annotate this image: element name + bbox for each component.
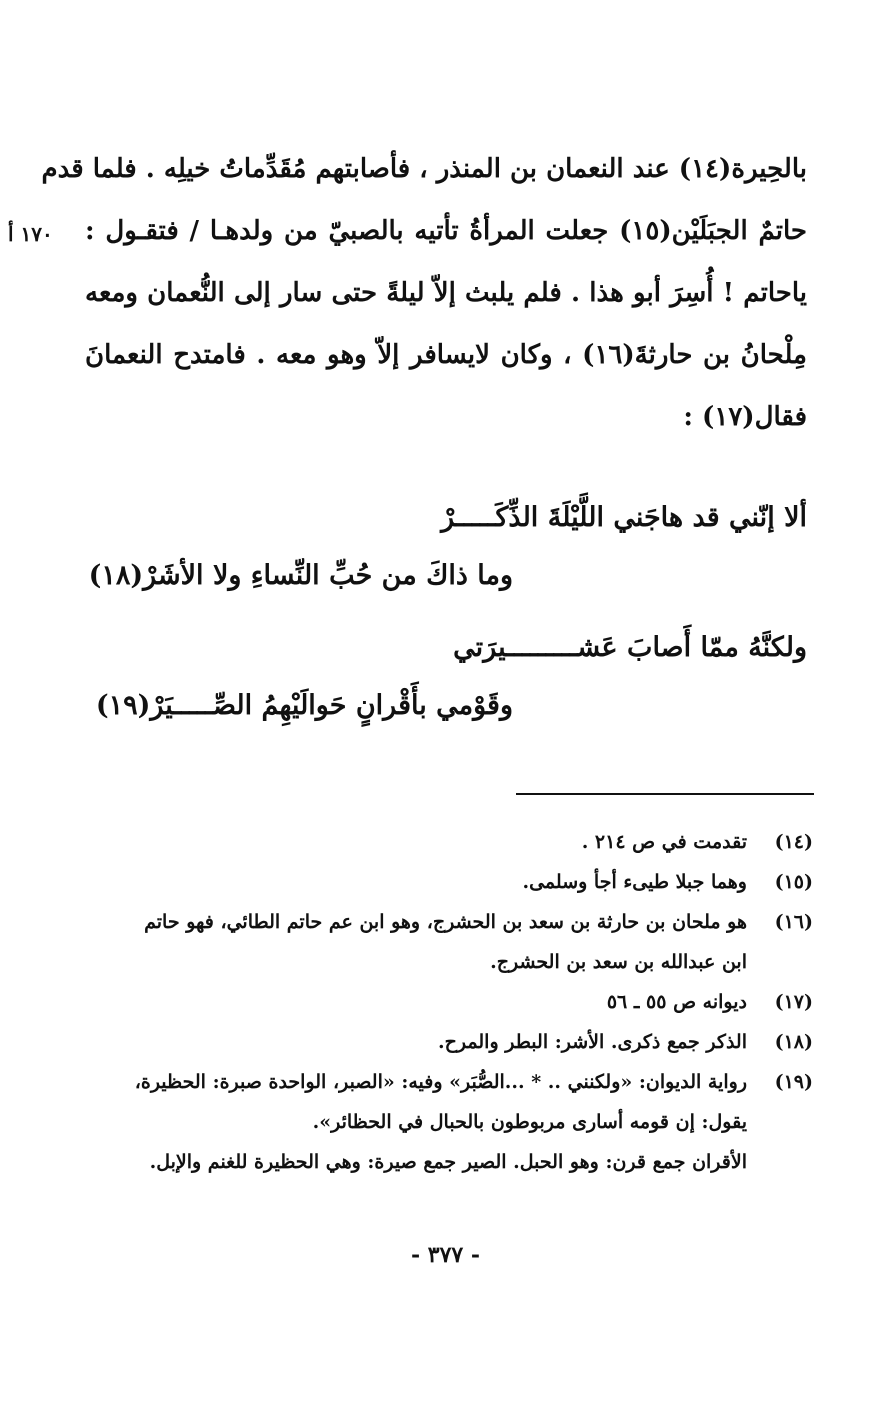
footnote	[113, 1022, 813, 1062]
verse-line-3: ولكنَّهُ ممّا أَصابَ عَشـــــــــيرَتي	[453, 632, 807, 663]
manuscript-folio-marker: ١٧٠ أ	[8, 222, 53, 246]
prose-line: مِلْحانُ بن حارثةَ(١٦) ، وكان لايسافر إلاّ وهو معه . فامتدح النعمانَ	[85, 340, 807, 370]
footnote-text: هو ملحان بن حارثة بن سعد بن الحشرج، وهو ابن عم حاتم الطائي، فهو حاتم	[144, 911, 747, 933]
prose-line: ياحاتم ! أُسِرَ أبو هذا . فلم يلبث إلاّ ليلةً حتى سار إلى النُّعمان ومعه	[85, 278, 807, 308]
footnote	[113, 822, 813, 862]
page-number: - ٣٧٧ -	[410, 1242, 481, 1268]
footnote-text: الذكر جمع ذكرى. الأشر: البطر والمرح.	[438, 1031, 747, 1053]
footnote	[113, 862, 813, 902]
prose-line: بالحِيرة(١٤) عند النعمان بن المنذر ، فأصابتهم مُقَدِّماتُ خيلِه . فلما قدم	[41, 154, 807, 184]
footnote-number: (١٦)	[774, 911, 813, 933]
footnote-number: (١٤)	[774, 831, 813, 853]
prose-paragraph	[41, 138, 807, 448]
prose-line: حاتمٌ الجبَلَيْن(١٥) جعلت المرأةُ تأتيه بالصبيّ من ولدهـا / فتقـول :	[85, 216, 807, 246]
footnotes	[113, 822, 813, 1182]
footnote-number: (١٩)	[774, 1071, 813, 1093]
footnote-text: ديوانه ص ٥٥ ـ ٥٦	[606, 991, 747, 1013]
footnote-number: (١٥)	[774, 871, 813, 893]
footnote	[113, 1062, 813, 1182]
verse-line-2: وما ذاكَ من حُبِّ النِّساءِ ولا الأشَرْ(١٨)	[88, 560, 513, 591]
footnote-number: (١٨)	[774, 1031, 813, 1053]
footnote-text: ابن عبدالله بن سعد بن الحشرج.	[490, 951, 747, 973]
prose-line: فقال(١٧) :	[683, 402, 807, 432]
footnote-separator	[516, 793, 814, 795]
footnote	[113, 902, 813, 982]
footnote-text: رواية الديوان: «ولكنني .. * ...الصُّبَر» وفيه: «الصبر، الواحدة صبرة: الحظيرة،	[134, 1071, 747, 1093]
footnote-text: يقول: إن قومه أسارى مربوطون بالحبال في الحظائر».	[312, 1111, 747, 1133]
verse-line-1: ألا إنّني قد هاجَني اللَّيْلَةَ الذِّكَـــــرْ	[441, 502, 807, 533]
footnote-text: تقدمت في ص ٢١٤ .	[581, 831, 747, 853]
footnote-text: الأقران جمع قرن: وهو الحبل. الصير جمع صيرة: وهي الحظيرة للغنم والإبل.	[149, 1151, 747, 1173]
footnote-number: (١٧)	[774, 991, 813, 1013]
footnote-text: وهما جبلا طيىء أجأ وسلمى.	[522, 871, 747, 893]
verse-line-4: وقَوْمي بأَقْرانٍ حَوالَيْهِمُ الصِّـــــيَرْ(١٩)	[95, 690, 513, 721]
footnote	[113, 982, 813, 1022]
